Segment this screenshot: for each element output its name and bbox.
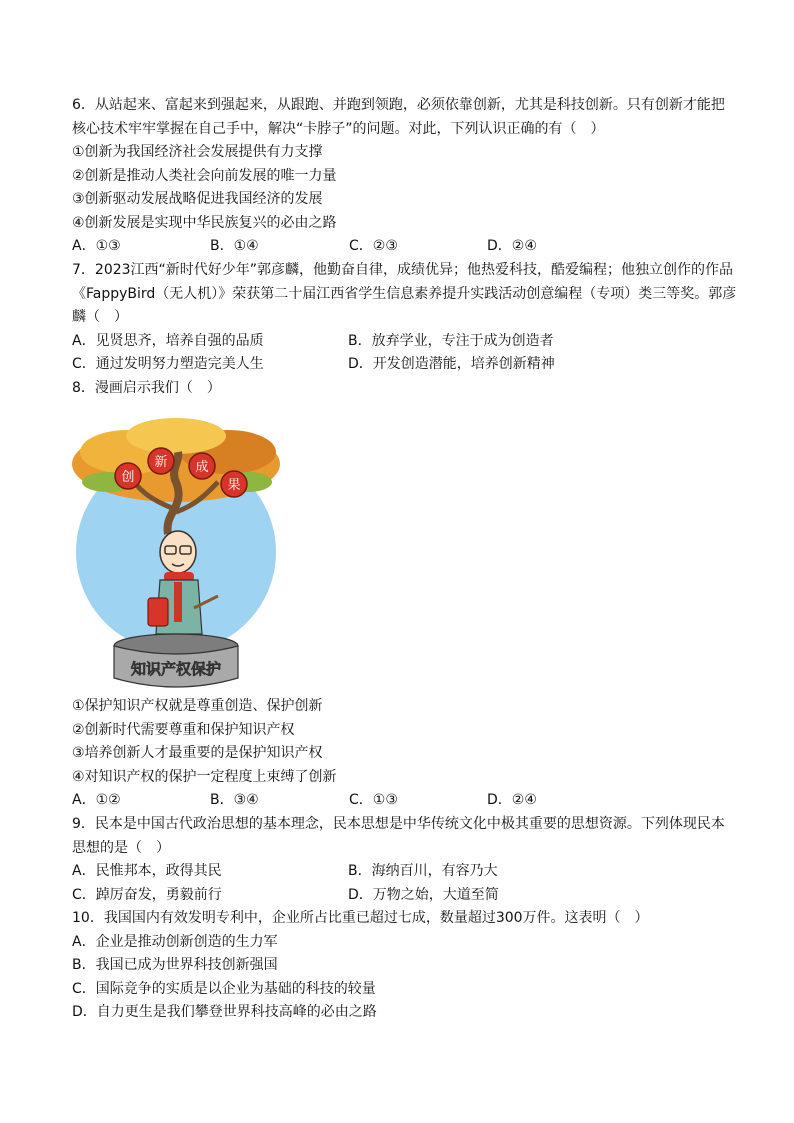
q8-item-4: ④对知识产权的保护一定程度上束缚了创新 (72, 768, 337, 785)
question-9 (72, 813, 732, 907)
q7-stem-line2: 《FappyBird（无人机）》荣获第二十届江西省学生信息素养提升实践活动创意编程（专项）类三等奖。郭彦 (72, 285, 737, 302)
q10-stem: 10．我国国内有效发明专利中，企业所占比重已超过七成，数量超过300万件。这表明（ ） (72, 910, 649, 926)
q8-options (72, 789, 732, 813)
q9-options-row1 (72, 860, 732, 884)
q7-stem-line3: 麟（ ） (72, 309, 128, 325)
fruit-label-guo: 果 (227, 478, 241, 493)
q8-option-d[interactable]: D．②④ (487, 792, 537, 808)
well-label: 知识产权保护 (130, 660, 222, 678)
tree-canopy-top (126, 418, 226, 454)
q6-options (72, 235, 732, 259)
q9-option-d[interactable]: D．万物之始，大道至简 (348, 886, 499, 903)
scarf-tail (174, 582, 182, 622)
q6-option-c[interactable]: C．②③ (349, 238, 398, 254)
q7-options-row2 (72, 353, 732, 377)
fruit-label-chuang: 创 (121, 470, 135, 485)
q8-item-3: ③培养创新人才最重要的是保护知识产权 (72, 745, 323, 761)
q8-option-b[interactable]: B．③④ (210, 792, 259, 808)
q10-option-a[interactable]: A．企业是推动创新创造的生力军 (72, 933, 278, 950)
q7-options-row1 (72, 330, 732, 354)
question-10 (72, 907, 732, 1025)
q7-option-b[interactable]: B．放弃学业，专注于成为创造者 (348, 332, 554, 349)
q8-item-2: ②创新时代需要尊重和保护知识产权 (72, 721, 295, 738)
innovation-cartoon (68, 412, 284, 694)
q10-option-b[interactable]: B．我国已成为世界科技创新强国 (72, 957, 278, 973)
question-7 (72, 259, 737, 377)
q10-option-c[interactable]: C．国际竞争的实质是以企业为基础的科技的较量 (72, 980, 376, 997)
q9-stem-line2: 思想的是（ ） (72, 839, 170, 856)
question-8-stem (72, 377, 732, 401)
question-6 (72, 94, 732, 259)
q6-option-a[interactable]: A．①③ (72, 238, 121, 254)
fruit-xin (148, 448, 174, 474)
q10-option-d[interactable]: D．自力更生是我们攀登世界科技高峰的必由之路 (72, 1004, 377, 1020)
question-8-items (72, 695, 732, 813)
q8-option-c[interactable]: C．①③ (349, 792, 398, 808)
q6-item-1: ①创新为我国经济社会发展提供有力支撑 (72, 144, 323, 160)
q6-item-4: ④创新发展是实现中华民族复兴的必由之路 (72, 214, 337, 231)
q9-options-row2 (72, 884, 732, 908)
red-book (148, 598, 168, 626)
q7-stem-line1: 7．2023江西“新时代好少年”郭彦麟，他勤奋自律，成绩优异；他热爱科技，酷爱编程；他独立创作的作品 (72, 262, 734, 278)
fruit-label-xin: 新 (154, 455, 168, 470)
q7-option-c[interactable]: C．通过发明努力塑造完美人生 (72, 356, 264, 372)
fruit-cheng (189, 453, 215, 479)
q8-option-a[interactable]: A．①② (72, 792, 121, 808)
q8-item-1: ①保护知识产权就是尊重创造、保护创新 (72, 698, 323, 714)
q6-stem-line1: 6．从站起来、富起来到强起来，从跟跑、并跑到领跑，必须依靠创新，尤其是科技创新。只有创新才能把 (72, 97, 725, 113)
q9-option-b[interactable]: B．海纳百川，有容乃大 (348, 863, 498, 879)
fruit-chuang (115, 463, 141, 489)
q6-item-3: ③创新驱动发展战略促进我国经济的发展 (72, 191, 323, 207)
q9-stem-line1: 9．民本是中国古代政治思想的基本理念，民本思想是中华传统文化中极其重要的思想资源。下列体现民本 (72, 816, 725, 832)
q6-item-2: ②创新是推动人类社会向前发展的唯一力量 (72, 167, 337, 184)
q7-option-a[interactable]: A．见贤思齐，培养自强的品质 (72, 332, 264, 349)
q6-option-b[interactable]: B．①④ (210, 238, 259, 254)
fruit-label-cheng: 成 (195, 460, 209, 475)
q9-option-a[interactable]: A．民惟邦本，政得其民 (72, 863, 222, 879)
q8-stem: 8．漫画启示我们（ ） (72, 380, 221, 396)
q7-option-d[interactable]: D．开发创造潜能，培养创新精神 (348, 356, 555, 372)
q6-stem-line2: 核心技术牢牢掌握在自己手中，解决“卡脖子”的问题。对此，下列认识正确的有（ ） (72, 120, 605, 137)
q9-option-c[interactable]: C．踔厉奋发，勇毅前行 (72, 886, 222, 903)
q6-option-d[interactable]: D．②④ (487, 238, 537, 254)
fruit-guo (221, 471, 247, 497)
